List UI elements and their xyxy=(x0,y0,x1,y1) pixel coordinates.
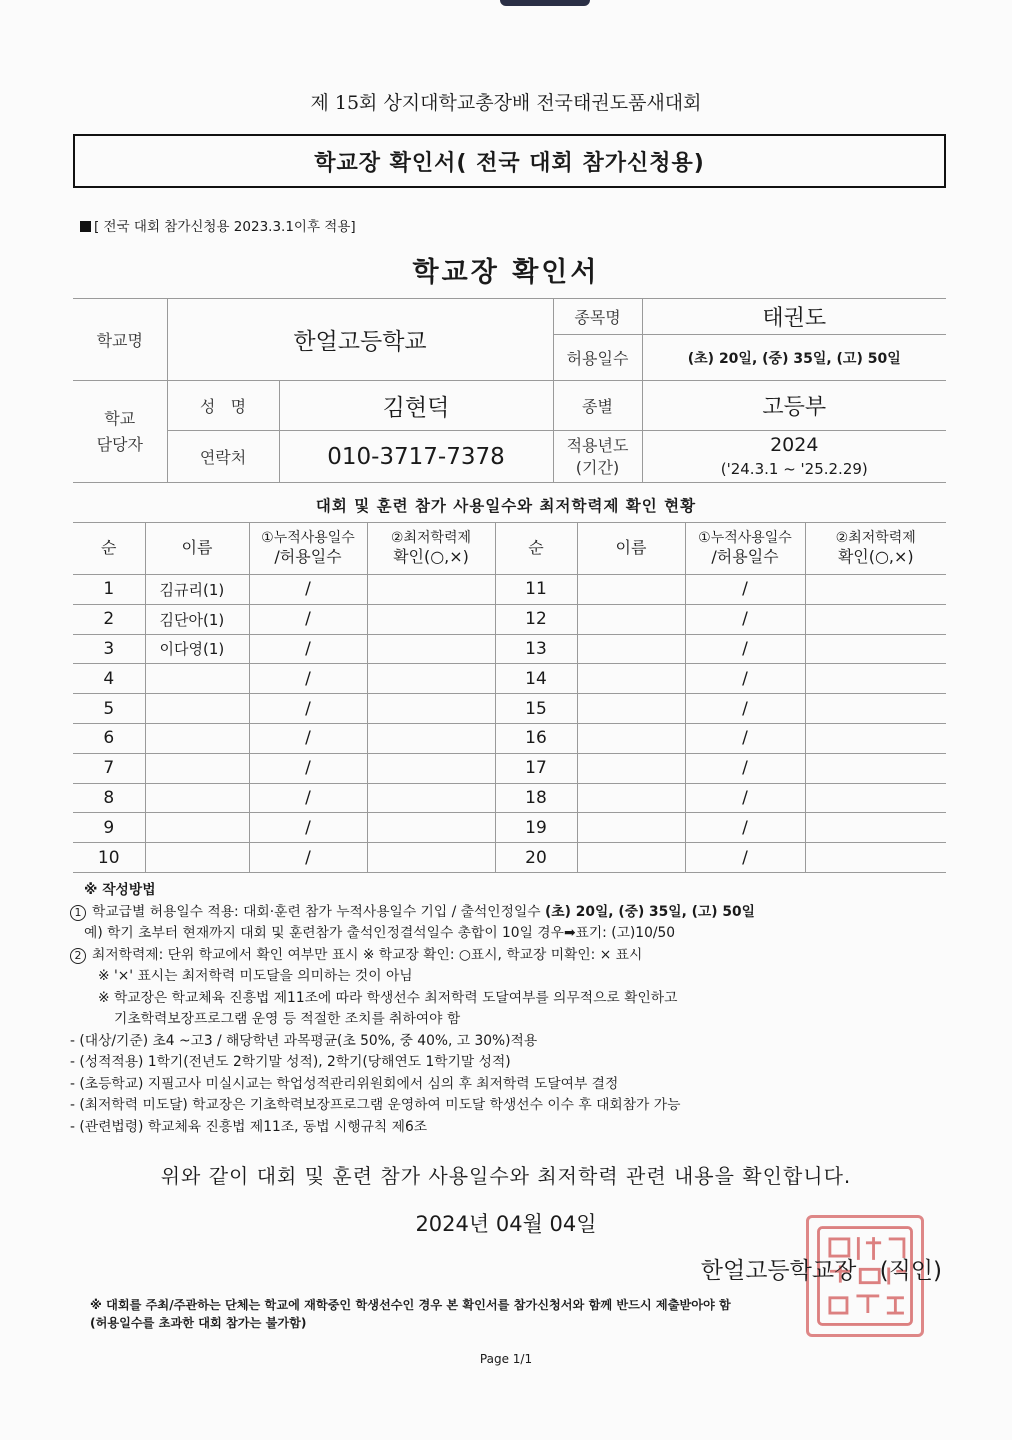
roster-no: 18 xyxy=(495,783,577,813)
apply-year-label xyxy=(553,431,642,483)
roster-check xyxy=(367,723,495,753)
scan-top-mark xyxy=(500,0,590,6)
instruction-2-sub3: 기초학력보장프로그램 운영 등 적절한 조치를 취하여야 함 xyxy=(114,1011,461,1027)
roster-days: / xyxy=(685,723,805,753)
sport-value: 태권도 xyxy=(642,299,946,335)
roster-check xyxy=(805,575,946,605)
col-check-right xyxy=(805,523,946,575)
roster-no: 13 xyxy=(495,634,577,664)
page-number: Page 1/1 xyxy=(479,1352,533,1366)
issue-date: 2024년 04월 04일 xyxy=(415,1212,597,1236)
circled-1: 1 xyxy=(70,905,86,921)
roster-days: / xyxy=(249,813,367,843)
instruction-1-text: 학교급별 허용일수 적용: 대회·훈련 참가 누적사용일수 기입 / 출석인정일수 xyxy=(92,903,545,920)
roster-check xyxy=(367,634,495,664)
roster-check xyxy=(805,694,946,724)
event-title: 제 15회 상지대학교총장배 전국태권도품새대회 xyxy=(310,92,702,114)
roster-days: / xyxy=(249,753,367,783)
table-row xyxy=(73,723,946,753)
document-title: 학교장 확인서 xyxy=(412,257,600,288)
roster-days: / xyxy=(249,664,367,694)
roster-days: / xyxy=(685,664,805,694)
table-row xyxy=(73,694,946,724)
roster-no: 4 xyxy=(73,664,145,694)
roster-name xyxy=(577,723,685,753)
footnote-line2: (허용일수를 초과한 대회 참가는 불가함) xyxy=(90,1316,307,1330)
roster-name xyxy=(577,575,685,605)
roster-no: 7 xyxy=(73,753,145,783)
detail-5: - (관련법령) 학교체육 진흥법 제11조, 동법 시행규칙 제6조 xyxy=(70,1118,428,1135)
col-check-right-line2: 확인(○,×) xyxy=(837,547,914,567)
roster-no: 11 xyxy=(495,575,577,605)
circled-2: 2 xyxy=(70,948,86,964)
roster-days: / xyxy=(249,723,367,753)
apply-year-label-line2: (기간) xyxy=(575,457,620,477)
instruction-2-sub2: ※ 학교장은 학교체육 진흥법 제11조에 따라 학생선수 최저학력 도달여부를 의무적으로 확인하고 xyxy=(98,989,678,1006)
roster-name xyxy=(577,813,685,843)
roster-days: / xyxy=(685,843,805,873)
seal-note: (직인) xyxy=(879,1258,942,1284)
table-row xyxy=(73,664,946,694)
roster-name xyxy=(577,783,685,813)
roster-days: / xyxy=(249,604,367,634)
roster-no: 15 xyxy=(495,694,577,724)
person-name-value: 김현덕 xyxy=(279,381,553,431)
roster-name xyxy=(145,723,249,753)
roster-name xyxy=(145,783,249,813)
roster-no: 5 xyxy=(73,694,145,724)
roster-check xyxy=(805,843,946,873)
apply-year-label-line1: 적용년도 xyxy=(566,435,629,455)
roster-days: / xyxy=(249,575,367,605)
instructions xyxy=(70,880,950,1138)
instruction-1-example: 예) 학기 초부터 현재까지 대회 및 훈련참가 출석인정결석일수 총합이 10일 경우➡표기: (고)10/50 xyxy=(84,925,676,941)
roster-days: / xyxy=(685,604,805,634)
roster-name xyxy=(577,634,685,664)
apply-period: ('24.3.1 ~ '25.2.29) xyxy=(720,459,868,478)
table-row xyxy=(73,783,946,813)
col-days-left xyxy=(249,523,367,575)
col-no-right: 순 xyxy=(495,523,577,575)
roster-no: 12 xyxy=(495,604,577,634)
detail-4: - (최저학력 미도달) 학교장은 기초학력보장프로그램 운영하여 미도달 학생선수 이수 후 대회참가 가능 xyxy=(70,1097,681,1113)
roster-no: 6 xyxy=(73,723,145,753)
roster-check xyxy=(367,575,495,605)
roster-check xyxy=(805,604,946,634)
roster-check xyxy=(367,604,495,634)
allowed-days-value: (초) 20일, (중) 35일, (고) 50일 xyxy=(642,335,946,381)
roster-name xyxy=(145,813,249,843)
col-days-right-line2: /허용일수 xyxy=(711,547,779,567)
apply-year-value xyxy=(642,431,946,483)
roster-name xyxy=(577,843,685,873)
footnote-line1: ※ 대회를 주최/주관하는 단체는 학교에 재학중인 학생선수인 경우 본 확인서를 참가신청서와 함께 반드시 제출받아야 함 xyxy=(90,1298,731,1312)
instruction-2-sub1: ※ '×' 표시는 최저학력 미도달을 의미하는 것이 아님 xyxy=(98,968,413,984)
roster-name xyxy=(145,843,249,873)
applicability-note xyxy=(80,215,356,235)
black-square-icon xyxy=(80,221,91,232)
col-days-right xyxy=(685,523,805,575)
roster-name xyxy=(577,694,685,724)
contact-person-label-line1: 학교 xyxy=(104,408,136,428)
contact-person-label-line2: 담당자 xyxy=(96,434,143,454)
principal-name: 한얼고등학교장 xyxy=(700,1258,857,1284)
detail-2: - (성적적용) 1학기(전년도 2학기말 성적), 2학기(당해연도 1학기말 성적) xyxy=(70,1054,511,1070)
detail-3: - (초등학교) 지필고사 미실시교는 학업성적관리위원회에서 심의 후 최저학력 도달여부 결정 xyxy=(70,1075,619,1092)
roster-name: 김규리(1) xyxy=(145,575,249,605)
col-check-right-line1: ②최저학력제 xyxy=(835,530,916,546)
roster-check xyxy=(367,813,495,843)
person-name-label: 성 명 xyxy=(167,381,279,431)
roster-check xyxy=(805,753,946,783)
roster-no: 14 xyxy=(495,664,577,694)
col-days-left-line2: /허용일수 xyxy=(274,547,342,567)
sport-label: 종목명 xyxy=(553,299,642,335)
roster-days: / xyxy=(685,813,805,843)
contact-person-label xyxy=(73,381,167,483)
roster-check xyxy=(805,783,946,813)
roster-name xyxy=(145,753,249,783)
status-section-title: 대회 및 훈련 참가 사용일수와 최저학력제 확인 현황 xyxy=(315,497,697,515)
col-name-left: 이름 xyxy=(145,523,249,575)
roster-name xyxy=(145,694,249,724)
roster-days: / xyxy=(249,783,367,813)
roster-check xyxy=(805,664,946,694)
col-name-right: 이름 xyxy=(577,523,685,575)
col-days-right-line1: ①누적사용일수 xyxy=(698,530,792,546)
principal-signature xyxy=(701,1252,942,1285)
instruction-1 xyxy=(70,902,950,924)
form-header-text: 학교장 확인서( 전국 대회 참가신청용) xyxy=(314,150,705,176)
table-row xyxy=(73,604,946,634)
school-info-table xyxy=(73,298,946,483)
roster-no: 16 xyxy=(495,723,577,753)
school-name-value: 한얼고등학교 xyxy=(167,299,553,381)
roster-days: / xyxy=(249,843,367,873)
col-no-left: 순 xyxy=(73,523,145,575)
roster-days: / xyxy=(685,575,805,605)
roster-name xyxy=(577,604,685,634)
roster-check xyxy=(367,694,495,724)
roster-check xyxy=(805,723,946,753)
apply-year: 2024 xyxy=(770,433,819,456)
roster-no: 1 xyxy=(73,575,145,605)
phone-value: 010-3717-7378 xyxy=(279,431,553,483)
footnote xyxy=(90,1296,731,1332)
roster-days: / xyxy=(685,634,805,664)
division-label: 종별 xyxy=(553,381,642,431)
roster-check xyxy=(367,753,495,783)
col-check-left-line2: 확인(○,×) xyxy=(393,547,469,567)
roster-days: / xyxy=(249,694,367,724)
roster-no: 10 xyxy=(73,843,145,873)
division-value: 고등부 xyxy=(642,381,946,431)
form-header-box xyxy=(73,134,946,188)
roster-no: 17 xyxy=(495,753,577,783)
col-check-left xyxy=(367,523,495,575)
roster-check xyxy=(805,813,946,843)
phone-label: 연락처 xyxy=(167,431,279,483)
roster-check xyxy=(367,783,495,813)
applicability-note-text: [ 전국 대회 참가신청용 2023.3.1이후 적용] xyxy=(94,219,356,235)
roster-no: 2 xyxy=(73,604,145,634)
table-row xyxy=(73,575,946,605)
athlete-roster-table xyxy=(73,522,946,873)
instruction-1-days: (초) 20일, (중) 35일, (고) 50일 xyxy=(545,903,755,920)
roster-check xyxy=(805,634,946,664)
roster-days: / xyxy=(685,694,805,724)
roster-days: / xyxy=(685,783,805,813)
roster-name: 이다영(1) xyxy=(145,634,249,664)
table-row xyxy=(73,634,946,664)
table-row xyxy=(73,813,946,843)
confirmation-statement: 위와 같이 대회 및 훈련 참가 사용일수와 최저학력 관련 내용을 확인합니다. xyxy=(160,1164,852,1188)
col-days-left-line1: ①누적사용일수 xyxy=(261,530,355,546)
table-row xyxy=(73,843,946,873)
allowed-days-label: 허용일수 xyxy=(553,335,642,381)
roster-days: / xyxy=(249,634,367,664)
roster-name xyxy=(145,664,249,694)
roster-no: 3 xyxy=(73,634,145,664)
roster-check xyxy=(367,843,495,873)
roster-days: / xyxy=(685,753,805,783)
roster-name xyxy=(577,664,685,694)
instructions-heading: ※ 작성방법 xyxy=(84,882,156,898)
roster-no: 20 xyxy=(495,843,577,873)
roster-no: 9 xyxy=(73,813,145,843)
roster-name xyxy=(577,753,685,783)
roster-no: 8 xyxy=(73,783,145,813)
table-row xyxy=(73,753,946,783)
school-name-label: 학교명 xyxy=(73,299,167,381)
roster-check xyxy=(367,664,495,694)
detail-1: - (대상/기준) 초4 ~고3 / 해당학년 과목평균(초 50%, 중 40%, 고 30%)적용 xyxy=(70,1032,538,1049)
col-check-left-line1: ②최저학력제 xyxy=(390,530,472,546)
instruction-2-text: 최저학력제: 단위 학교에서 확인 여부만 표시 ※ 학교장 확인: ○표시, 학교장 미확인: × 표시 xyxy=(92,946,643,963)
instruction-2 xyxy=(70,945,950,967)
roster-no: 19 xyxy=(495,813,577,843)
roster-name: 김단아(1) xyxy=(145,604,249,634)
